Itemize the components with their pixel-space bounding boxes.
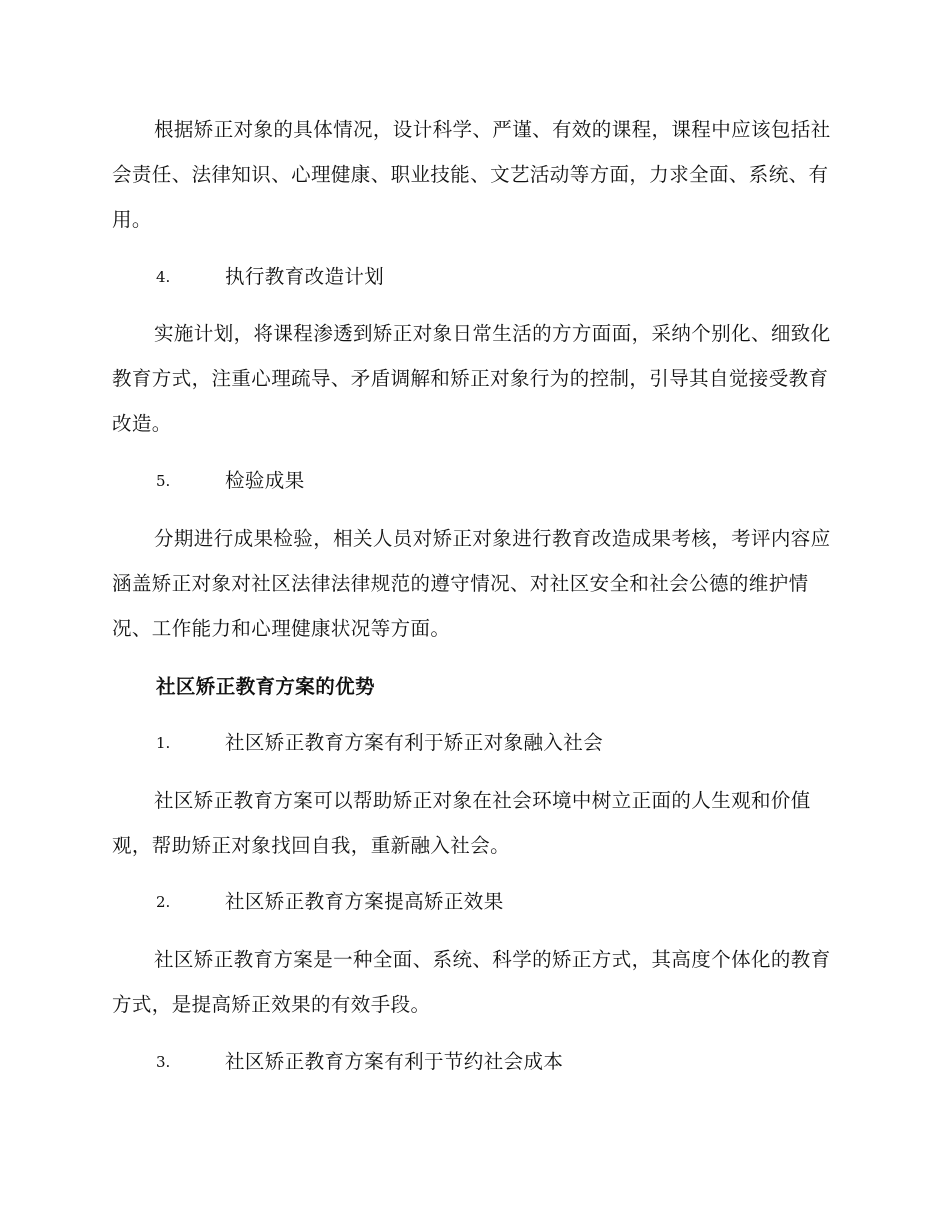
list-item-step-5 bbox=[156, 466, 836, 496]
list-item-title: 社区矫正教育方案有利于节约社会成本 bbox=[225, 1050, 564, 1073]
paragraph-implementation: 实施计划，将课程渗透到矫正对象日常生活的方方面面，采纳个别化、细致化教育方式，注重心理疏导、矛盾调解和矫正对象行为的控制，引导其自觉接受教育改造。 bbox=[112, 322, 831, 435]
paragraph-evaluation: 分期进行成果检验，相关人员对矫正对象进行教育改造成果考核，考评内容应涵盖矫正对象对社区法律法律规范的遵守情况、对社区安全和社会公德的维护情况、工作能力和心理健康状况等方面。 bbox=[112, 527, 831, 640]
list-item-title: 社区矫正教育方案有利于矫正对象融入社会 bbox=[225, 731, 604, 754]
list-number: 4. bbox=[156, 268, 171, 286]
paragraph-effectiveness: 社区矫正教育方案是一种全面、系统、科学的矫正方式，其高度个体化的教育方式，是提高矫正效果的有效手段。 bbox=[112, 948, 831, 1016]
list-item-title: 执行教育改造计划 bbox=[225, 265, 385, 288]
list-number: 3. bbox=[156, 1053, 171, 1071]
paragraph-course-design: 根据矫正对象的具体情况，设计科学、严谨、有效的课程，课程中应该包括社会责任、法律知识、心理健康、职业技能、文艺活动等方面，力求全面、系统、有用。 bbox=[112, 118, 831, 231]
list-item-advantage-2 bbox=[156, 887, 836, 917]
list-item-title: 社区矫正教育方案提高矫正效果 bbox=[225, 890, 504, 913]
list-item-step-4 bbox=[156, 262, 836, 292]
list-item-advantage-1 bbox=[156, 728, 836, 758]
list-item-title: 检验成果 bbox=[225, 469, 305, 492]
section-heading-advantages: 社区矫正教育方案的优势 bbox=[156, 675, 375, 698]
list-number: 5. bbox=[156, 472, 171, 490]
list-item-advantage-3 bbox=[156, 1047, 836, 1077]
paragraph-integration: 社区矫正教育方案可以帮助矫正对象在社会环境中树立正面的人生观和价值观，帮助矫正对象找回自我，重新融入社会。 bbox=[112, 789, 811, 857]
list-number: 1. bbox=[156, 734, 171, 752]
list-number: 2. bbox=[156, 893, 171, 911]
